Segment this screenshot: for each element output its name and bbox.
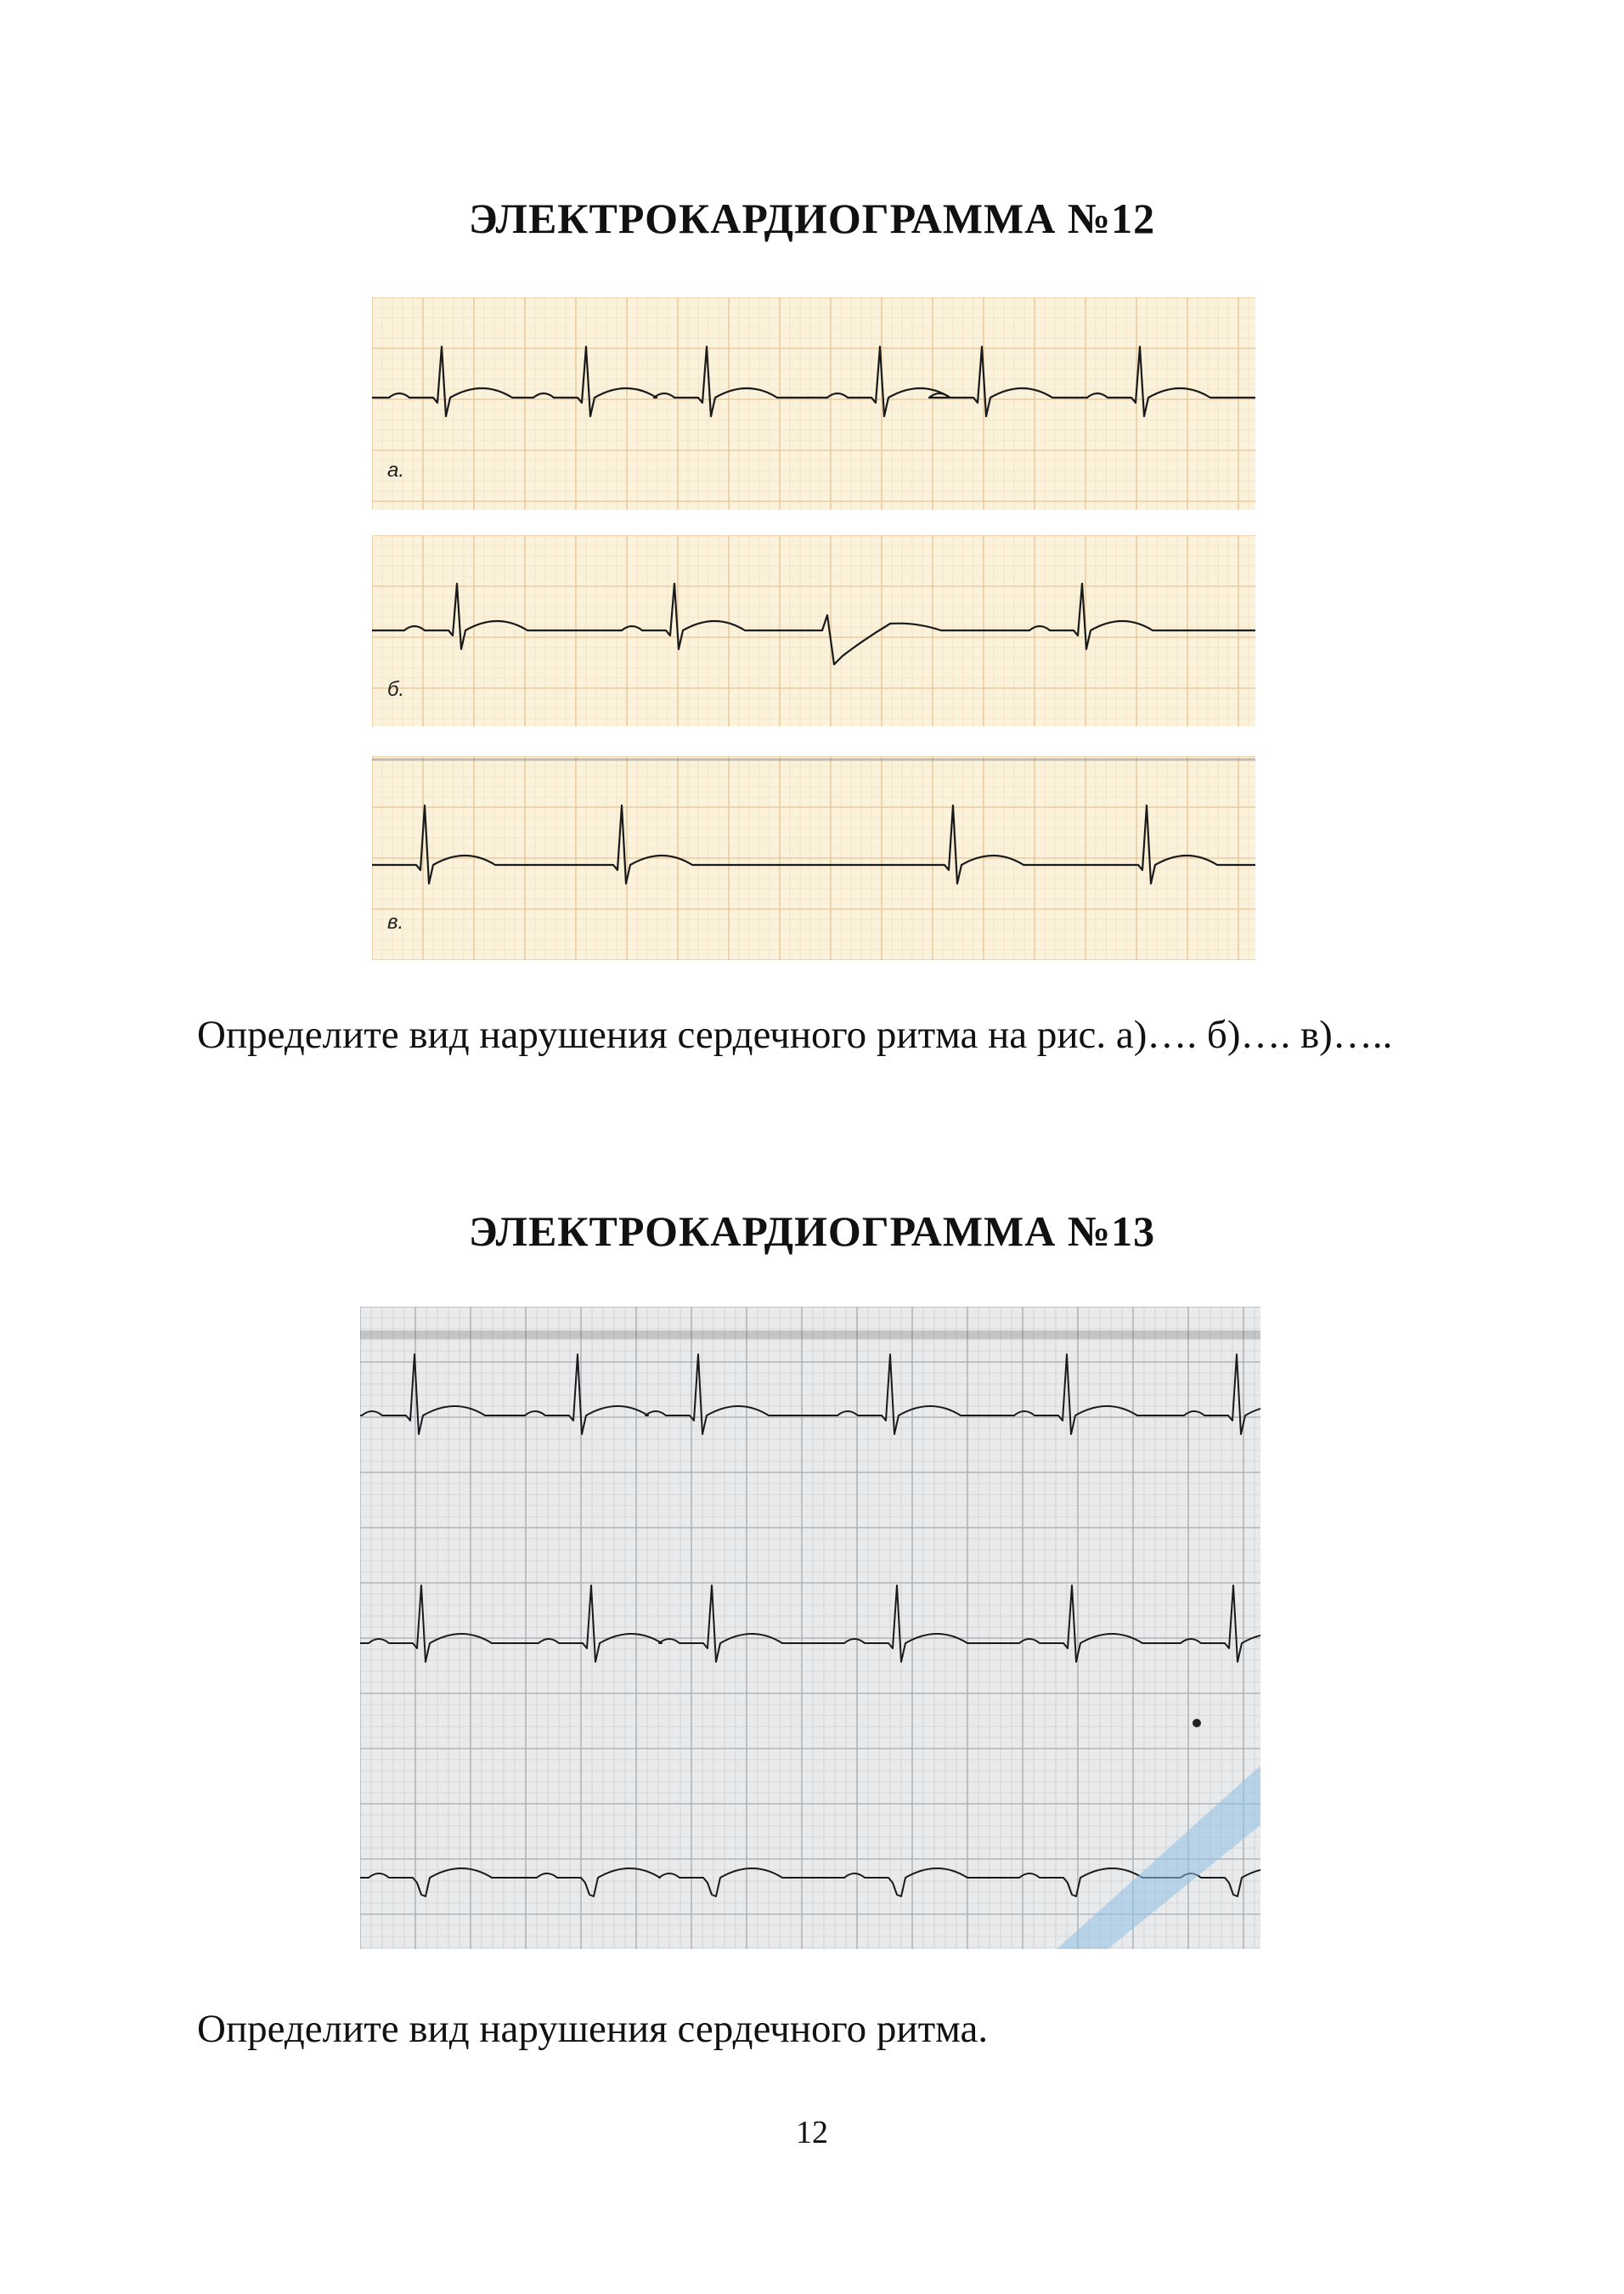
strip-label-b: б. bbox=[387, 678, 405, 701]
page-number: 12 bbox=[796, 2115, 828, 2150]
ecg13-trace-image bbox=[360, 1307, 1260, 1949]
ecg12-strip-b-trace bbox=[372, 535, 1255, 726]
ecg12-strip-c bbox=[372, 756, 1255, 960]
ecg13-question: Определите вид нарушения сердечного ритма. bbox=[197, 2007, 989, 2051]
ecg12-strip-a-trace bbox=[372, 297, 1255, 510]
ecg12-strip-a bbox=[372, 297, 1255, 510]
ecg13-figure bbox=[360, 1307, 1260, 1949]
ecg12-question: Определите вид нарушения сердечного ритма на рис. а)…. б)…. в)….. bbox=[197, 1013, 1393, 1057]
ecg12-heading: ЭЛЕКТРОКАРДИОГРАММА №12 bbox=[468, 195, 1156, 242]
ecg12-figure bbox=[372, 297, 1255, 960]
ecg12-strip-b bbox=[372, 535, 1255, 726]
strip-c-grid bbox=[372, 756, 1255, 960]
strip-label-c: в. bbox=[387, 911, 404, 934]
ink-dot bbox=[1193, 1719, 1201, 1727]
ecg13-heading: ЭЛЕКТРОКАРДИОГРАММА №13 bbox=[468, 1207, 1156, 1255]
strip-label-a: а. bbox=[387, 459, 405, 482]
ecg12-strip-c-trace bbox=[372, 756, 1255, 960]
